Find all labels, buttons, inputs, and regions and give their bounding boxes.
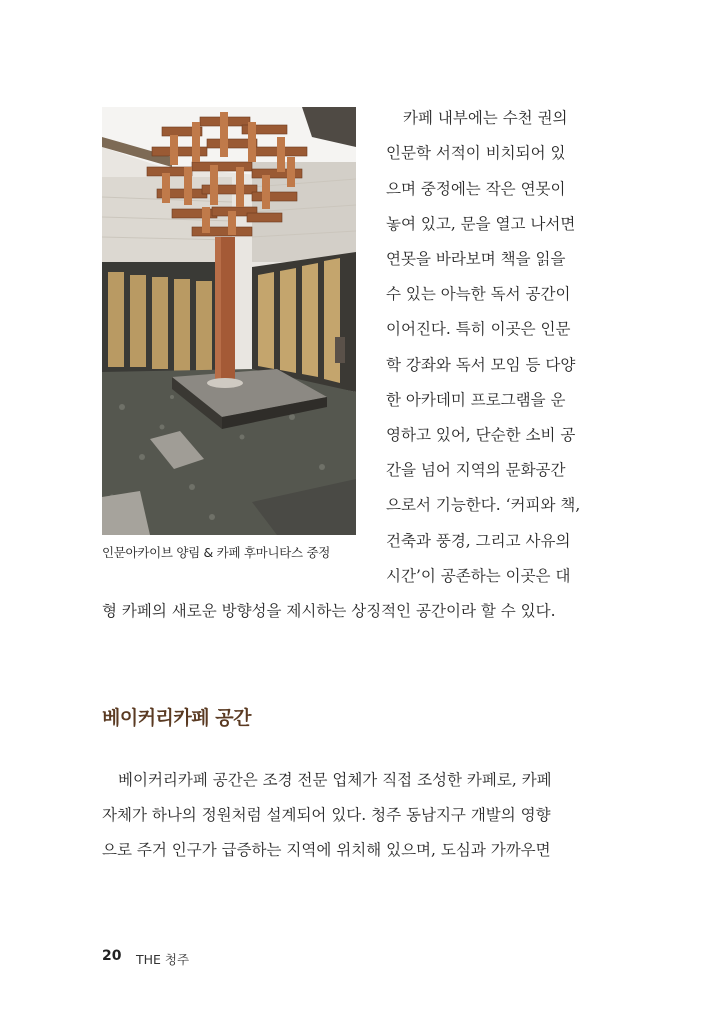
photo-caption: 인문아카이브 양림 & 카페 후마니타스 중정 — [102, 545, 330, 560]
article1-line: 으로서 기능한다. ‘커피와 책, — [386, 496, 581, 514]
article1-line: 인문학 서적이 비치되어 있 — [386, 144, 566, 162]
section2-line: 베이커리카페 공간은 조경 전문 업체가 직접 조성한 카페로, 카페 — [118, 771, 552, 789]
section2-line: 으로 주거 인구가 급증하는 지역에 위치해 있으며, 도심과 가까우면 — [102, 841, 551, 859]
article1-full-line: 형 카페의 새로운 방향성을 제시하는 상징적인 공간이라 할 수 있다. — [102, 602, 556, 620]
article1-line: 영하고 있어, 단순한 소비 공 — [386, 426, 576, 444]
section2-line: 자체가 하나의 정원처럼 설계되어 있다. 청주 동남지구 개발의 영향 — [102, 806, 551, 824]
article1-line: 연못을 바라보며 책을 읽을 — [386, 250, 566, 268]
article1-line: 놓여 있고, 문을 열고 나서면 — [386, 215, 576, 233]
article1-line: 이어진다. 특히 이곳은 인문 — [386, 320, 571, 338]
article1-line: 학 강좌와 독서 모임 등 다양 — [386, 356, 576, 374]
page-number: 20 — [102, 948, 122, 964]
courtyard-tree-photo — [102, 107, 356, 535]
section-heading: 베이커리카페 공간 — [102, 707, 251, 729]
article1-line: 건축과 풍경, 그리고 사유의 — [386, 532, 571, 550]
article1-line: 으며 중정에는 작은 연못이 — [386, 180, 566, 198]
article1-line: 한 아카데미 프로그램을 운 — [386, 391, 566, 409]
article1-line: 간을 넘어 지역의 문화공간 — [386, 461, 566, 479]
publication-name: THE 청주 — [136, 952, 190, 967]
article1-line: 카페 내부에는 수천 권의 — [403, 109, 568, 127]
article1-line: 수 있는 아늑한 독서 공간이 — [386, 285, 571, 303]
article1-line: 시간’이 공존하는 이곳은 대 — [386, 567, 571, 585]
